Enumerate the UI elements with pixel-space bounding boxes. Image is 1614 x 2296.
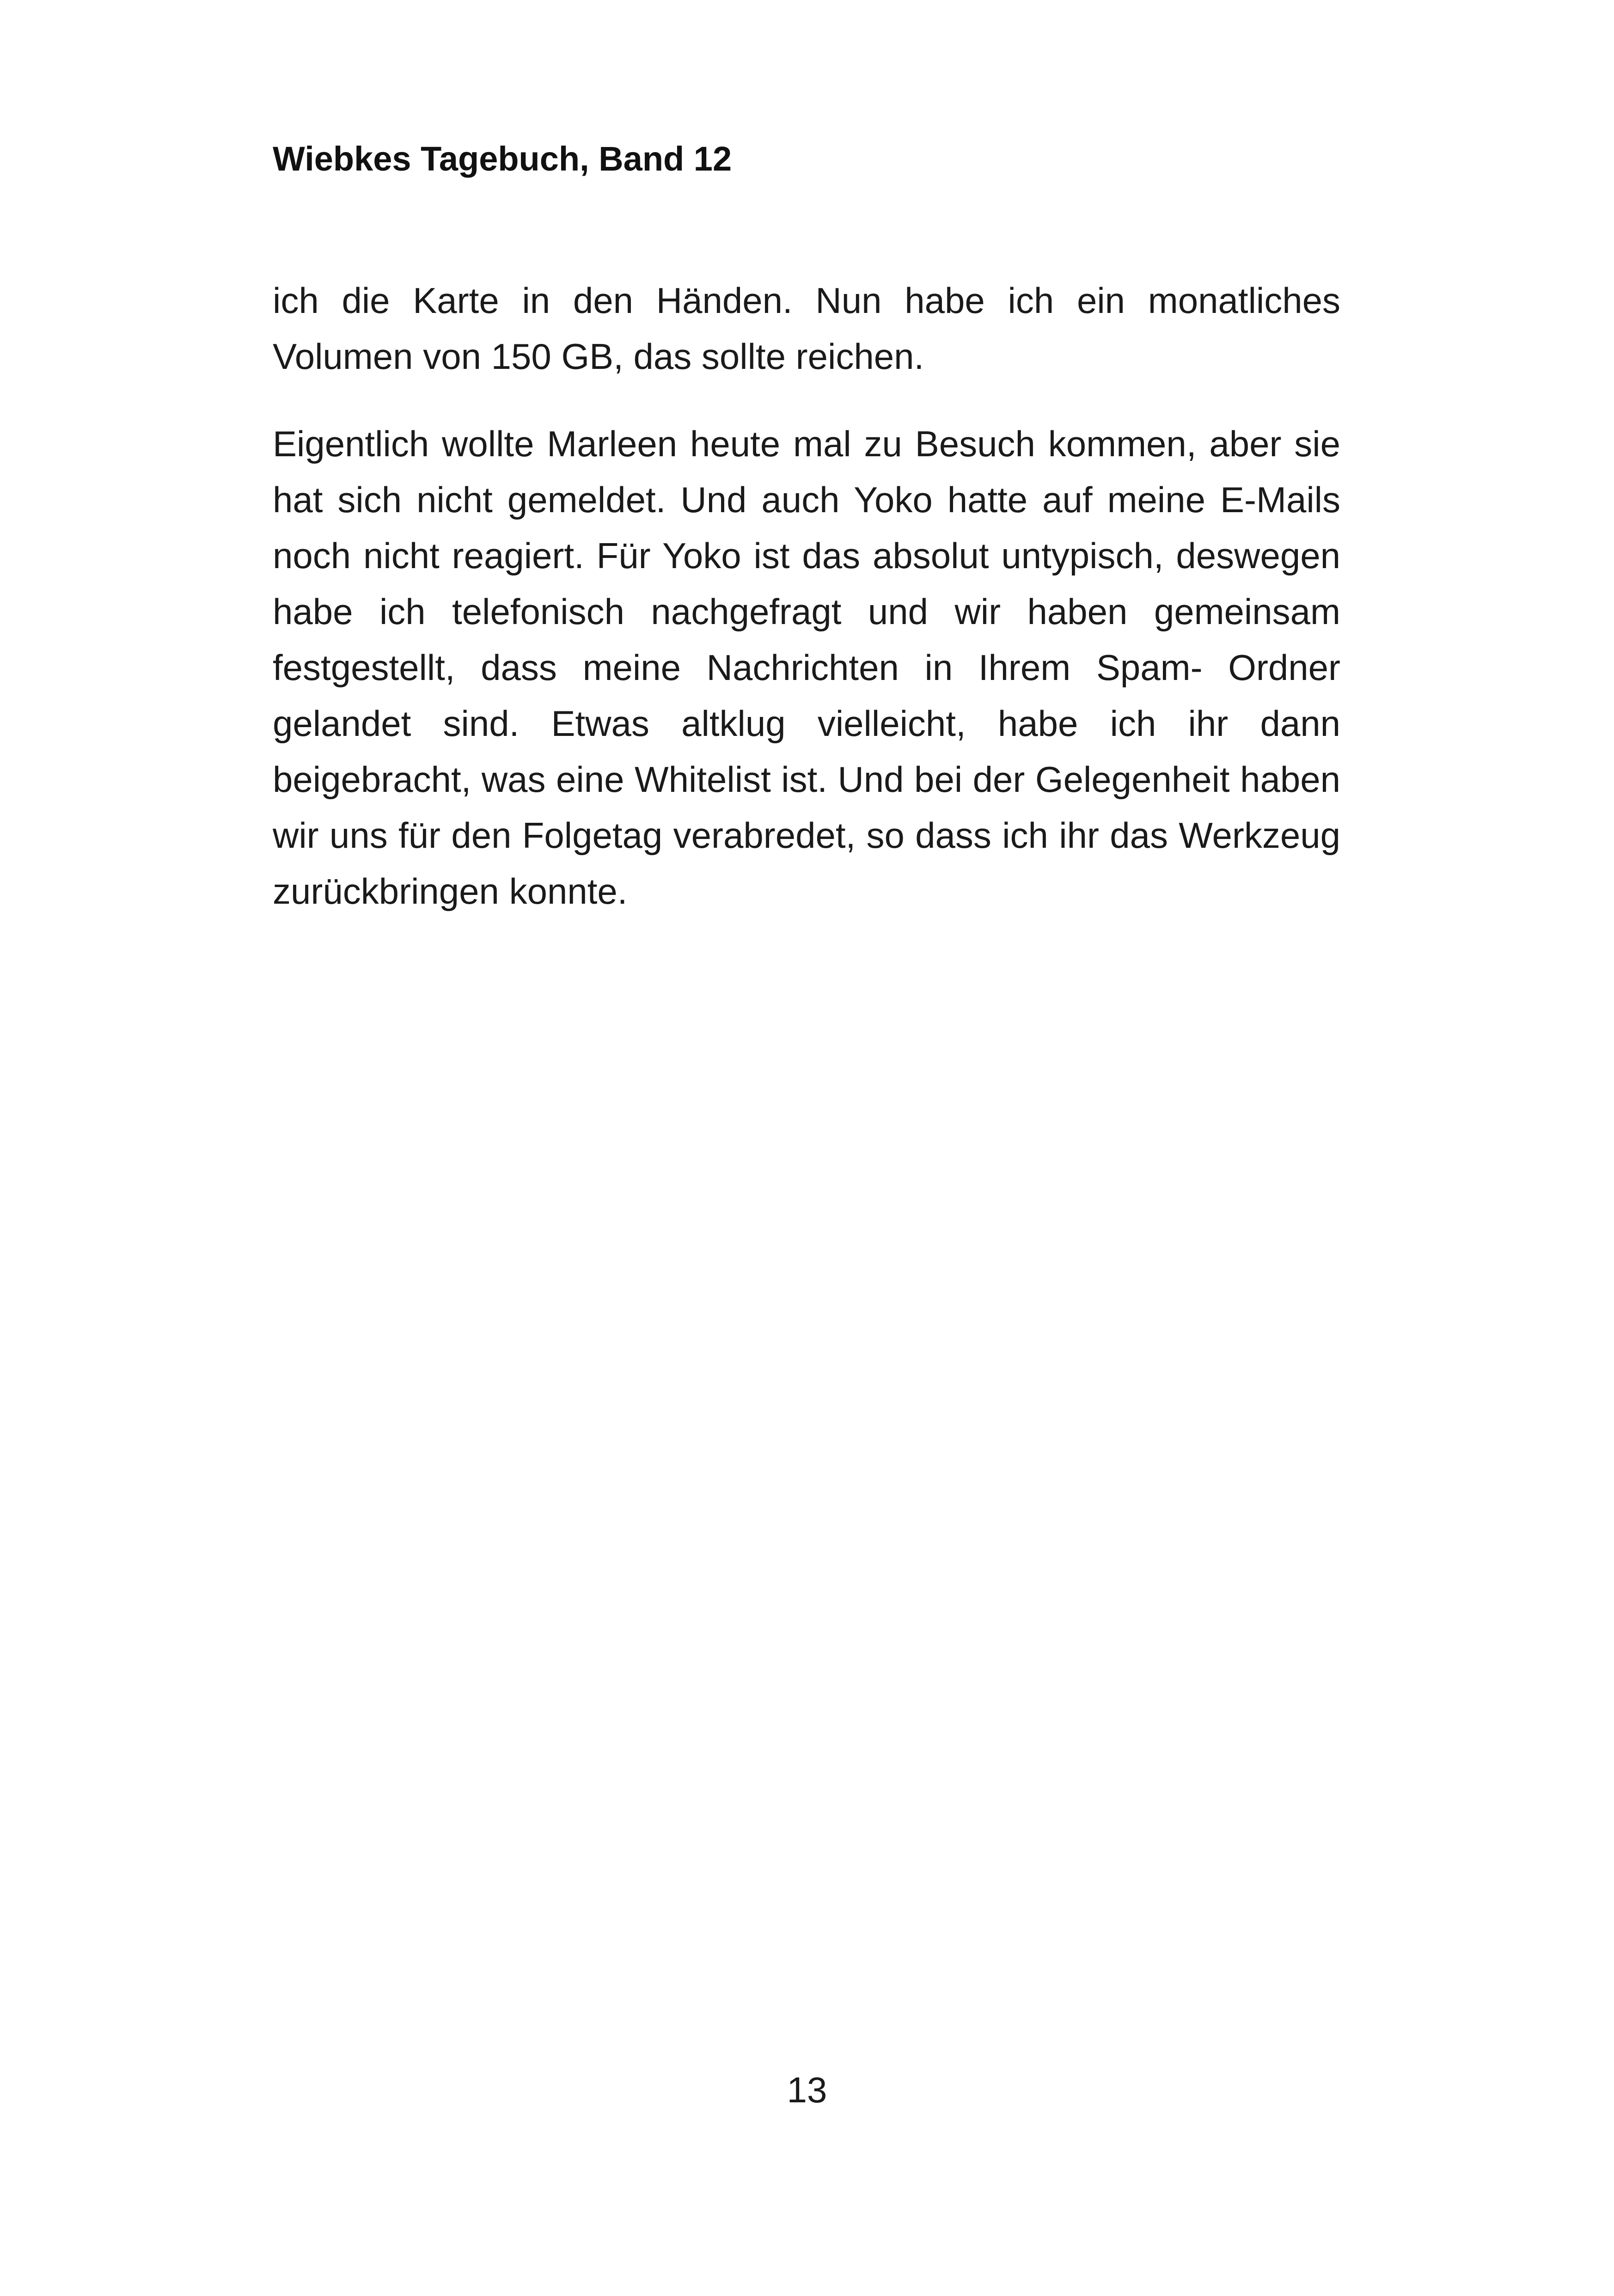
paragraph-2: Eigentlich wollte Marleen heute mal zu Besuch kommen, aber sie hat sich nicht gemeldet. Und auch Yoko hatte auf meine E-Mails noch nicht reagiert. Für Yoko ist das absolut untypisch, deswegen habe ich telefonisch nachgefragt und wir haben gemeinsam festgestellt, dass meine Nachrichten in Ihrem Spam- Ordner gelandet sind. Etwas altklug vielleicht, habe ich ihr dann beigebracht, was eine Whitelist ist. Und bei der Gelegenheit haben wir uns für den Folgetag verabredet, so dass ich ihr das Werkzeug zurückbringen konnte.: [273, 423, 1340, 912]
page-body: [273, 273, 1340, 951]
paragraph-1: ich die Karte in den Händen. Nun habe ich ein monatliches Volumen von 150 GB, das sollte reichen.: [273, 280, 1340, 377]
page-number: 13: [787, 2069, 827, 2110]
running-header: Wiebkes Tagebuch, Band 12: [273, 140, 732, 178]
